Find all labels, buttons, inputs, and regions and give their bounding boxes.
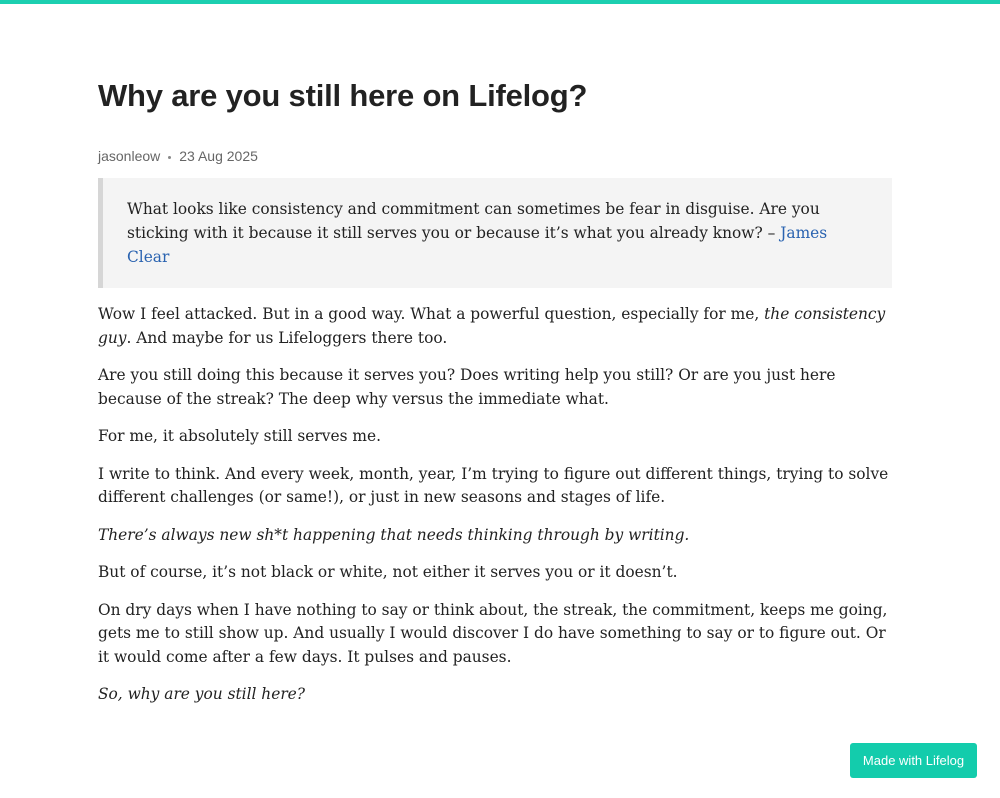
- paragraph-5-emphasis: There’s always new sh*t happening that needs thinking through by writing.: [98, 525, 690, 544]
- paragraph-8-emphasis: So, why are you still here?: [98, 685, 306, 703]
- paragraph-1-text-a: Wow I feel attacked. But in a good way. What a powerful question, especially for me,: [98, 305, 765, 323]
- paragraph-5: [98, 524, 892, 548]
- paragraph-1-emphasis: the consistency guy: [98, 305, 886, 347]
- paragraph-7: On dry days when I have nothing to say or think about, the streak, the commitment, keeps me going, gets me to still show up. And usually I would discover I do have something to say or to figure out. Or it would come after a few days. It pulses and pauses.: [98, 600, 888, 666]
- post-article: [98, 70, 892, 707]
- paragraph-1: [98, 303, 892, 350]
- top-accent-bar: [0, 0, 1000, 4]
- paragraph-6: But of course, it’s not black or white, not either it serves you or it doesn’t.: [98, 563, 678, 581]
- quote-author-link[interactable]: James Clear: [127, 224, 828, 266]
- post-date: 23 Aug 2025: [179, 148, 258, 164]
- paragraph-3: For me, it absolutely still serves me.: [98, 427, 381, 445]
- paragraph-8: [98, 683, 892, 707]
- post-title: Why are you still here on Lifelog?: [98, 78, 588, 113]
- post-blockquote: [98, 178, 892, 288]
- paragraph-4: I write to think. And every week, month, year, I’m trying to figure out different things, trying to solve different challenges (or same!), or just in new seasons and stages of life.: [98, 464, 889, 506]
- made-with-lifelog-button[interactable]: Made with Lifelog: [850, 743, 977, 778]
- quote-text: What looks like consistency and commitment can sometimes be fear in disguise. Are you sticking with it because it still serves you or because it’s what you already know? –: [127, 200, 820, 242]
- post-meta: [98, 146, 892, 166]
- paragraph-1-text-b: . And maybe for us Lifeloggers there too.: [126, 328, 448, 347]
- post-body: [98, 303, 892, 707]
- meta-separator-dot: [168, 156, 171, 159]
- post-author[interactable]: jasonleow: [98, 148, 161, 164]
- paragraph-2: Are you still doing this because it serves you? Does writing help you still? Or are you just here because of the streak? The deep why versus the immediate what.: [98, 366, 836, 408]
